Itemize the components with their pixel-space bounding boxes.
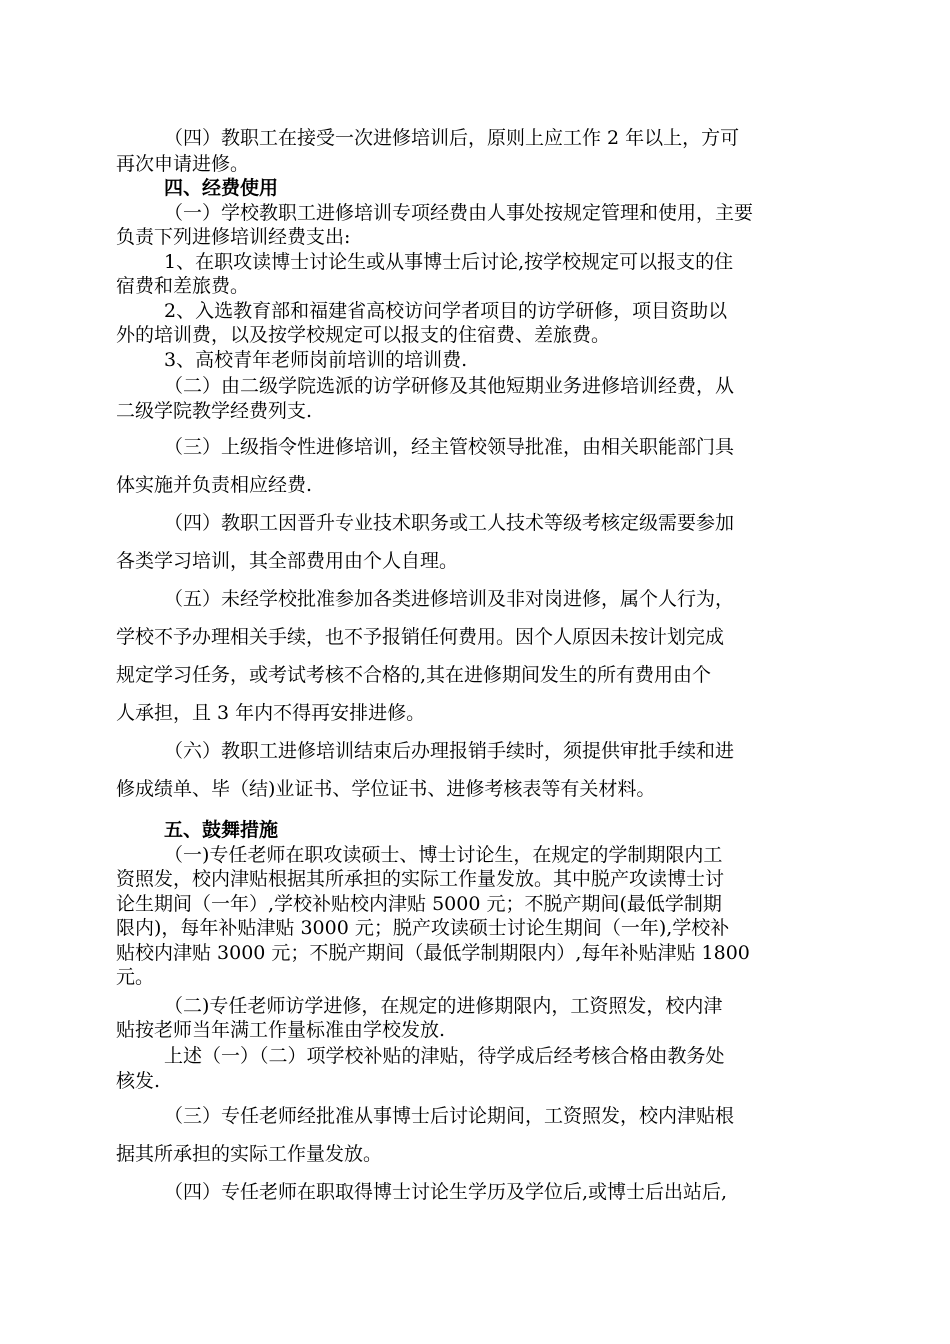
paragraph-line: 宿费和差旅费。 — [116, 275, 250, 297]
section-heading: 四、经费使用 — [164, 177, 279, 199]
paragraph-line: 贴校内津贴 3000 元；不脱产期间（最低学制期限内）,每年补贴津贴 1800 — [116, 942, 750, 964]
paragraph-line: 上述（一）（二）项学校补贴的津贴，待学成后经考核合格由教务处 — [164, 1045, 725, 1067]
paragraph-line: 二级学院教学经费列支. — [116, 400, 313, 422]
paragraph-line: 1、在职攻读博士讨论生或从事博士后讨论,按学校规定可以报支的住 — [164, 251, 734, 273]
paragraph-line: （二）由二级学院选派的访学研修及其他短期业务进修培训经费，从 — [164, 375, 735, 397]
paragraph-line: 据其所承担的实际工作量发放。 — [116, 1143, 383, 1165]
paragraph-line: （四）专任老师在职取得博士讨论生学历及学位后,或博士后出站后, — [164, 1181, 728, 1203]
paragraph-line: 资照发，校内津贴根据其所承担的实际工作量发放。其中脱产攻读博士讨 — [116, 868, 725, 890]
paragraph-line: （四）教职工在接受一次进修培训后，原则上应工作 2 年以上，方可 — [164, 127, 740, 149]
paragraph-line: 负责下列进修培训经费支出: — [116, 226, 351, 248]
paragraph-line: 外的培训费，以及按学校规定可以报支的住宿费、差旅费。 — [116, 324, 611, 346]
paragraph-line: 学校不予办理相关手续，也不予报销任何费用。因个人原因未按计划完成 — [116, 626, 725, 648]
section-heading: 五、鼓舞措施 — [164, 819, 279, 841]
paragraph-line: 修成绩单、毕（结)业证书、学位证书、进修考核表等有关材料。 — [116, 778, 656, 800]
paragraph-line: 人承担，且 3 年内不得再安排进修。 — [116, 702, 426, 724]
paragraph-line: 3、高校青年老师岗前培训的培训费. — [164, 349, 468, 371]
paragraph-line: （三）专任老师经批准从事博士后讨论期间，工资照发，校内津贴根 — [164, 1105, 735, 1127]
paragraph-line: （二)专任老师访学进修，在规定的进修期限内，工资照发，校内津 — [164, 995, 723, 1017]
paragraph-line: 规定学习任务，或考试考核不合格的,其在进修期间发生的所有费用由个 — [116, 664, 712, 686]
paragraph-line: 各类学习培训，其全部费用由个人自理。 — [116, 550, 459, 572]
paragraph-line: （一)专任老师在职攻读硕士、博士讨论生，在规定的学制期限内工 — [164, 844, 723, 866]
paragraph-line: （一）学校教职工进修培训专项经费由人事处按规定管理和使用，主要 — [164, 202, 754, 224]
paragraph-line: 2、入选教育部和福建省高校访问学者项目的访学研修，项目资助以 — [164, 300, 728, 322]
paragraph-line: 贴按老师当年满工作量标准由学校发放. — [116, 1019, 446, 1041]
paragraph-line: 体实施并负责相应经费. — [116, 474, 313, 496]
paragraph-line: 论生期间（一年）,学校补贴校内津贴 5000 元；不脱产期间(最低学制期 — [116, 893, 722, 915]
paragraph-line: 元。 — [116, 966, 155, 988]
paragraph-line: （三）上级指令性进修培训，经主管校领导批准，由相关职能部门具 — [164, 436, 735, 458]
paragraph-line: （六）教职工进修培训结束后办理报销手续时，须提供审批手续和进 — [164, 740, 735, 762]
paragraph-line: 核发. — [116, 1070, 161, 1092]
paragraph-line: 再次申请进修。 — [116, 153, 250, 175]
paragraph-line: 限内)，每年补贴津贴 3000 元；脱产攻读硕士讨论生期间（一年),学校补 — [116, 917, 730, 939]
paragraph-line: （四）教职工因晋升专业技术职务或工人技术等级考核定级需要参加 — [164, 512, 735, 534]
paragraph-line: （五）未经学校批准参加各类进修培训及非对岗进修，属个人行为， — [164, 588, 735, 610]
